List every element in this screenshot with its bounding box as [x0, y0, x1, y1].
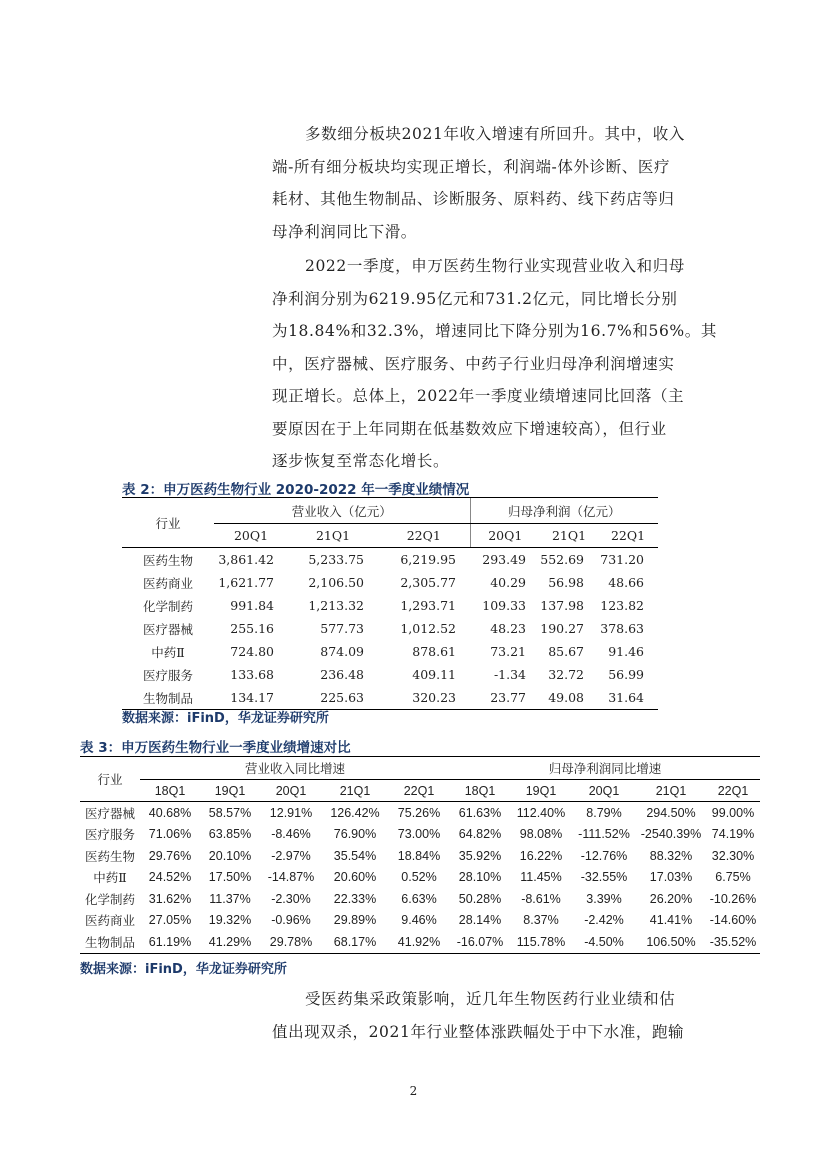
paragraph-2 [272, 250, 717, 478]
table-cell: 73.21 [490, 644, 526, 659]
table-cell: 225.63 [288, 686, 378, 710]
table-cell: 6.75% [715, 870, 751, 885]
table-cell: -2.42% [584, 913, 624, 928]
paragraph-line: 现正增长。总体上，2022年一季度业绩增速同比回落（主 [272, 387, 685, 405]
table-row [122, 594, 658, 617]
paragraph-line: 逐步恢复至常态化增长。 [272, 452, 450, 470]
row-label: 化学制药 [142, 598, 193, 614]
paragraph-line: 受医药集采政策影响，近几年生物医药行业业绩和估 [305, 990, 676, 1008]
table-cell: 5,233.75 [308, 552, 364, 567]
table-cell: 41.41% [649, 913, 693, 928]
table-row [80, 802, 760, 824]
table-cell: 74.19% [711, 827, 755, 842]
paragraph-line: 端-所有细分板块均实现正增长，利润端-体外诊断、医疗 [272, 157, 671, 176]
table-row [80, 910, 760, 932]
table-cell: 29.76% [148, 848, 192, 863]
table-cell: 31.64 [598, 686, 658, 710]
row-label: 医疗器械 [84, 805, 135, 821]
table-cell: 126.42% [330, 805, 380, 820]
table-cell: 71.06% [148, 827, 192, 842]
paragraph-line: 多数细分板块2021年收入增速有所回升。其中，收入 [305, 125, 685, 143]
table-cell: 50.28% [458, 891, 502, 906]
row-label: 医药商业 [142, 575, 193, 591]
table3-period: 19Q1 [510, 780, 572, 802]
table-cell: 409.11 [412, 667, 456, 682]
table2-period: 22Q1 [378, 524, 470, 548]
table-cell: -10.26% [709, 891, 757, 906]
paragraph-line: 耗材、其他生物制品、诊断服务、原料药、线下药店等归 [272, 190, 675, 208]
row-label: 医疗服务 [84, 827, 135, 843]
table-cell: 85.67 [548, 644, 584, 659]
table-cell: 320.23 [378, 686, 470, 710]
table-cell: 41.92% [388, 931, 450, 953]
table-cell: 49.08 [540, 686, 598, 710]
table2-source: 数据来源：iFinD，华龙证券研究所 [122, 711, 329, 726]
table-cell: 8.37% [523, 913, 559, 928]
table2 [122, 497, 658, 710]
table-cell: 1,012.52 [400, 621, 456, 636]
table-cell: 378.63 [600, 621, 644, 636]
table-cell: -2.97% [271, 848, 311, 863]
table-cell: 294.50% [646, 805, 696, 820]
table-row [122, 548, 658, 572]
table-cell: 22.33% [333, 891, 377, 906]
table-cell: 11.45% [520, 870, 562, 885]
table-cell: 106.50% [636, 931, 706, 953]
table-cell: 6.63% [401, 891, 437, 906]
table-cell: 1,293.71 [400, 598, 456, 613]
table-cell: 17.03% [649, 870, 693, 885]
table-cell: 61.63% [458, 805, 502, 820]
table-cell: 48.23 [490, 621, 526, 636]
table-cell: 26.20% [649, 891, 693, 906]
table-row [122, 686, 658, 710]
table-cell: 98.08% [519, 827, 563, 842]
table-cell: 874.09 [320, 644, 364, 659]
table-cell: 91.46 [608, 644, 644, 659]
paragraph-line: 要原因在于上年同期在低基数效应下增速较高），但行业 [272, 419, 667, 438]
table-cell: 255.16 [230, 621, 274, 636]
table3-period: 18Q1 [450, 780, 510, 802]
table3-header-industry: 行业 [80, 757, 140, 802]
row-label: 化学制药 [84, 891, 135, 907]
table-cell: 133.68 [230, 667, 274, 682]
table-cell: 58.57% [208, 805, 252, 820]
table-cell: 63.85% [208, 827, 252, 842]
row-label: 中药Ⅱ [151, 644, 185, 660]
table3-period: 22Q1 [706, 780, 760, 802]
table-row [80, 824, 760, 846]
table-cell: 32.30% [711, 848, 755, 863]
table-cell: 17.50% [208, 870, 252, 885]
table-cell: 878.61 [412, 644, 456, 659]
table3-period: 20Q1 [572, 780, 636, 802]
table-cell: 19.32% [208, 913, 252, 928]
table3-caption: 表 3：申万医药生物行业一季度业绩增速对比 [80, 740, 351, 756]
table-row [122, 617, 658, 640]
table-cell: -1.34 [493, 667, 526, 682]
table2-period: 21Q1 [540, 524, 598, 548]
table3-header-revenue: 营业收入同比增速 [140, 757, 450, 780]
table-cell: 28.14% [458, 913, 502, 928]
paragraph-line: 中，医疗器械、医疗服务、中药子行业归母净利润增速实 [272, 354, 675, 373]
table-cell: 56.98 [548, 575, 584, 590]
table-cell: 3.39% [586, 891, 622, 906]
table-row [80, 845, 760, 867]
table-cell: -4.50% [572, 931, 636, 953]
row-label: 生物制品 [122, 686, 214, 710]
table-cell: -12.76% [580, 848, 628, 863]
table-cell: 88.32% [649, 848, 693, 863]
table-row [122, 571, 658, 594]
paragraph-closing [272, 983, 690, 1048]
table-cell: 23.77 [470, 686, 540, 710]
table-cell: -2.30% [271, 891, 311, 906]
table3-period: 19Q1 [200, 780, 260, 802]
table-cell: 32.72 [548, 667, 584, 682]
row-label: 医药生物 [84, 848, 135, 864]
table-row [122, 663, 658, 686]
table-cell: 123.82 [600, 598, 644, 613]
table-cell: 28.10% [458, 870, 502, 885]
table-cell: 20.60% [333, 870, 377, 885]
table-cell: 552.69 [540, 552, 584, 567]
table-cell: -16.07% [450, 931, 510, 953]
table-cell: 112.40% [516, 805, 566, 820]
paragraph-line: 净利润分别为6219.95亿元和731.2亿元，同比增长分别 [272, 289, 678, 308]
table-cell: 35.54% [333, 848, 377, 863]
table-cell: 577.73 [320, 621, 364, 636]
table3-period: 18Q1 [140, 780, 200, 802]
table-cell: 724.80 [230, 644, 274, 659]
table-cell: -111.52% [578, 827, 630, 842]
table-cell: 73.00% [397, 827, 441, 842]
table3-period: 21Q1 [636, 780, 706, 802]
table-cell: 40.68% [148, 805, 192, 820]
table3-period: 22Q1 [388, 780, 450, 802]
paragraph-line: 为18.84%和32.3%，增速同比下降分别为16.7%和56%。其 [272, 322, 717, 340]
table-cell: -32.55% [580, 870, 628, 885]
table2-header-industry: 行业 [122, 498, 214, 548]
table-cell: 41.29% [200, 931, 260, 953]
table3-source: 数据来源：iFinD，华龙证券研究所 [80, 962, 287, 977]
table-cell: 236.48 [320, 667, 364, 682]
table-cell: -8.46% [271, 827, 311, 842]
table-cell: 29.78% [260, 931, 322, 953]
table2-period: 22Q1 [598, 524, 658, 548]
table-cell: 16.22% [519, 848, 563, 863]
paragraph-line: 2022一季度，申万医药生物行业实现营业收入和归母 [305, 257, 685, 275]
table-cell: 64.82% [458, 827, 502, 842]
table-cell: -2540.39% [640, 827, 702, 842]
table-cell: 11.37% [209, 891, 251, 906]
table3-header-profit: 归母净利润同比增速 [450, 757, 760, 780]
table2-caption: 表 2：申万医药生物行业 2020-2022 年一季度业绩情况 [122, 482, 470, 498]
table-cell: 115.78% [510, 931, 572, 953]
table3 [80, 756, 760, 954]
table-cell: 56.99 [608, 667, 644, 682]
table-row [122, 640, 658, 663]
table3-period: 20Q1 [260, 780, 322, 802]
table-cell: 991.84 [230, 598, 274, 613]
table2-header-profit: 归母净利润（亿元） [470, 498, 658, 524]
row-label: 医疗服务 [142, 667, 193, 683]
table-cell: 12.91% [269, 805, 313, 820]
paragraph-line: 值出现双杀，2021年行业整体涨跌幅处于中下水准，跑输 [272, 1022, 685, 1041]
table-cell: 109.33 [482, 598, 526, 613]
table-cell: 31.62% [148, 891, 192, 906]
table-cell: -14.60% [709, 913, 757, 928]
table-cell: -14.87% [267, 870, 315, 885]
paragraph-line: 母净利润同比下滑。 [272, 222, 417, 241]
paragraph-1 [272, 118, 690, 248]
row-label: 中药Ⅱ [93, 870, 127, 886]
table-cell: -8.61% [521, 891, 561, 906]
table-cell: 20.10% [208, 848, 252, 863]
table-cell: 18.84% [397, 848, 441, 863]
table-cell: 8.79% [586, 805, 622, 820]
table-cell: 1,213.32 [308, 598, 364, 613]
table-row [80, 888, 760, 910]
table-row [80, 867, 760, 889]
table2-period: 21Q1 [288, 524, 378, 548]
table-cell: 35.92% [458, 848, 502, 863]
row-label: 生物制品 [80, 931, 140, 953]
table-cell: 6,219.95 [400, 552, 456, 567]
table-cell: 61.19% [140, 931, 200, 953]
table-cell: 76.90% [333, 827, 377, 842]
table-cell: 3,861.42 [218, 552, 274, 567]
table2-header-revenue: 营业收入（亿元） [214, 498, 470, 524]
page-number: 2 [409, 1084, 418, 1098]
table-row [80, 931, 760, 953]
table-cell: 9.46% [401, 913, 437, 928]
table-cell: 1,621.77 [218, 575, 274, 590]
table-cell: 731.20 [600, 552, 644, 567]
table3-period: 21Q1 [322, 780, 388, 802]
table-cell: 68.17% [322, 931, 388, 953]
table-cell: 0.52% [401, 870, 437, 885]
table2-period: 20Q1 [214, 524, 288, 548]
table-cell: -35.52% [706, 931, 760, 953]
table-cell: 190.27 [540, 621, 584, 636]
table-cell: 29.89% [333, 913, 377, 928]
table-cell: 137.98 [540, 598, 584, 613]
table-cell: 99.00% [711, 805, 755, 820]
table-cell: 75.26% [397, 805, 441, 820]
row-label: 医药商业 [84, 913, 135, 929]
row-label: 医药生物 [142, 552, 193, 568]
table-cell: 2,305.77 [400, 575, 456, 590]
table-cell: 293.49 [482, 552, 526, 567]
table-cell: 2,106.50 [308, 575, 364, 590]
table2-period: 20Q1 [470, 524, 540, 548]
table-cell: 24.52% [148, 870, 192, 885]
table-cell: 40.29 [490, 575, 526, 590]
table-cell: 27.05% [148, 913, 192, 928]
table-cell: -0.96% [271, 913, 311, 928]
table-cell: 134.17 [214, 686, 288, 710]
row-label: 医疗器械 [142, 621, 193, 637]
table-cell: 48.66 [608, 575, 644, 590]
